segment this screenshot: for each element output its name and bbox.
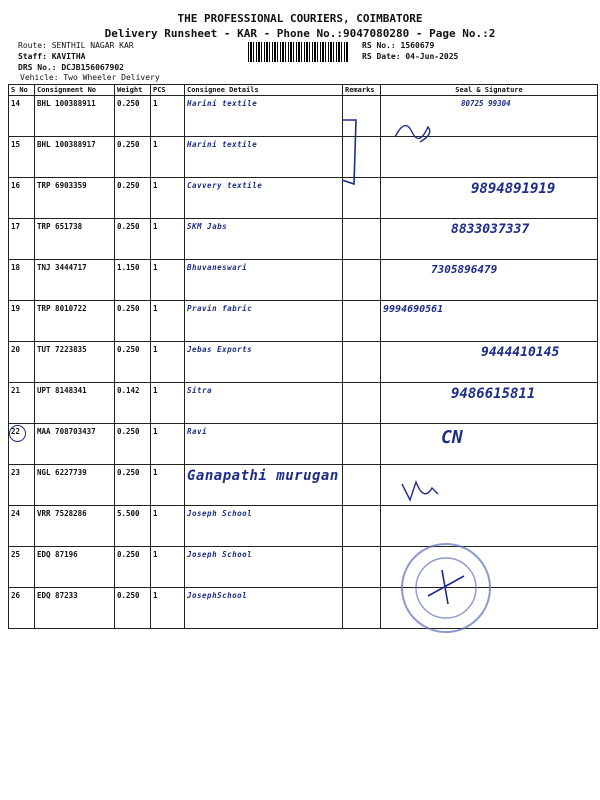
weight: 1.150 bbox=[115, 260, 151, 301]
signature: 9486615811 bbox=[381, 383, 598, 424]
consignee: Ganapathi murugan bbox=[185, 465, 343, 506]
signature: CN bbox=[381, 424, 598, 465]
school-seal-stamp bbox=[398, 540, 494, 636]
table-row bbox=[9, 301, 598, 342]
table-row bbox=[9, 383, 598, 424]
sno: 18 bbox=[9, 260, 35, 301]
consignee: Joseph School bbox=[185, 547, 343, 588]
pcs: 1 bbox=[151, 260, 185, 301]
pcs: 1 bbox=[151, 506, 185, 547]
consignee: Harini textile bbox=[185, 96, 343, 137]
consignee: SKM Jabs bbox=[185, 219, 343, 260]
sno: 19 bbox=[9, 301, 35, 342]
staff-value: KAVITHA bbox=[51, 52, 86, 61]
weight: 0.250 bbox=[115, 137, 151, 178]
weight: 0.250 bbox=[115, 424, 151, 465]
consignment-no: TRP 651738 bbox=[35, 219, 115, 260]
signature: 9894891919 bbox=[381, 178, 598, 219]
table-header bbox=[9, 85, 598, 96]
table-row bbox=[9, 547, 598, 588]
sno: 15 bbox=[9, 137, 35, 178]
weight: 0.142 bbox=[115, 383, 151, 424]
consignee: Jebas Exports bbox=[185, 342, 343, 383]
consignee: Sitra bbox=[185, 383, 343, 424]
weight: 0.250 bbox=[115, 465, 151, 506]
sno: 20 bbox=[9, 342, 35, 383]
sno: 26 bbox=[9, 588, 35, 629]
consignee: Ravi bbox=[185, 424, 343, 465]
table-row bbox=[9, 342, 598, 383]
consignment-no: EDQ 87233 bbox=[35, 588, 115, 629]
remarks bbox=[343, 465, 381, 506]
weight: 0.250 bbox=[115, 178, 151, 219]
consignment-no: TRP 8010722 bbox=[35, 301, 115, 342]
remarks bbox=[343, 588, 381, 629]
consignee: Bhuvaneswari bbox=[185, 260, 343, 301]
staff-line bbox=[18, 51, 85, 62]
remarks bbox=[343, 342, 381, 383]
rs-no-value: 1560679 bbox=[400, 41, 435, 50]
table-row bbox=[9, 588, 598, 629]
pcs: 1 bbox=[151, 465, 185, 506]
drs-value: DCJB156067902 bbox=[61, 63, 124, 72]
table-row bbox=[9, 465, 598, 506]
remarks bbox=[343, 219, 381, 260]
rs-date-label: RS Date: bbox=[362, 52, 401, 61]
consignment-no: TNJ 3444717 bbox=[35, 260, 115, 301]
consignee: Pravin fabric bbox=[185, 301, 343, 342]
pcs: 1 bbox=[151, 96, 185, 137]
runsheet-table bbox=[8, 84, 598, 629]
rs-date-value: 04-Jun-2025 bbox=[405, 52, 459, 61]
sno: 25 bbox=[9, 547, 35, 588]
pcs: 1 bbox=[151, 424, 185, 465]
col-sno: S No bbox=[9, 85, 35, 96]
signature: 9994690561 bbox=[381, 301, 598, 342]
route-value: SENTHIL NAGAR KAR bbox=[51, 41, 134, 50]
table-row bbox=[9, 424, 598, 465]
sno: 23 bbox=[9, 465, 35, 506]
table-row bbox=[9, 96, 598, 137]
consignment-no: TUT 7223835 bbox=[35, 342, 115, 383]
table-row bbox=[9, 506, 598, 547]
weight: 0.250 bbox=[115, 342, 151, 383]
drs-label: DRS No.: bbox=[18, 63, 57, 72]
consignment-no: TRP 6903359 bbox=[35, 178, 115, 219]
col-signature: Seal & Signature bbox=[381, 85, 598, 96]
remarks bbox=[343, 260, 381, 301]
weight: 0.250 bbox=[115, 219, 151, 260]
staff-label: Staff: bbox=[18, 52, 47, 61]
remarks bbox=[343, 506, 381, 547]
weight: 0.250 bbox=[115, 96, 151, 137]
consignment-no: BHL 100388917 bbox=[35, 137, 115, 178]
signature: 8833037337 bbox=[381, 219, 598, 260]
table-body bbox=[9, 96, 598, 629]
consignee: JosephSchool bbox=[185, 588, 343, 629]
col-pcs: PCS bbox=[151, 85, 185, 96]
remarks-bracket-mark bbox=[338, 118, 360, 188]
consignment-no: BHL 100388911 bbox=[35, 96, 115, 137]
consignment-no: NGL 6227739 bbox=[35, 465, 115, 506]
weight: 0.250 bbox=[115, 547, 151, 588]
sno: 21 bbox=[9, 383, 35, 424]
route-line bbox=[18, 40, 134, 51]
pcs: 1 bbox=[151, 588, 185, 629]
signature: 9444410145 bbox=[381, 342, 598, 383]
remarks bbox=[343, 301, 381, 342]
weight: 0.250 bbox=[115, 588, 151, 629]
signature: 80725 99304 bbox=[381, 96, 598, 137]
signature-scribble bbox=[390, 112, 440, 152]
table-row bbox=[9, 137, 598, 178]
vehicle-label: Vehicle: bbox=[20, 73, 59, 82]
vehicle-value: Two Wheeler Delivery bbox=[63, 73, 160, 82]
route-label: Route: bbox=[18, 41, 47, 50]
pcs: 1 bbox=[151, 219, 185, 260]
pcs: 1 bbox=[151, 342, 185, 383]
consignment-no: MAA 708703437 bbox=[35, 424, 115, 465]
consignment-no: VRR 7528286 bbox=[35, 506, 115, 547]
sno: 17 bbox=[9, 219, 35, 260]
pcs: 1 bbox=[151, 301, 185, 342]
col-weight: Weight bbox=[115, 85, 151, 96]
sno: 14 bbox=[9, 96, 35, 137]
weight: 5.500 bbox=[115, 506, 151, 547]
row-22-circle-mark bbox=[9, 425, 26, 442]
runsheet-subtitle: Delivery Runsheet - KAR - Phone No.:9047080280 - Page No.:2 bbox=[104, 27, 496, 40]
barcode bbox=[248, 42, 348, 62]
pcs: 1 bbox=[151, 137, 185, 178]
pcs: 1 bbox=[151, 547, 185, 588]
consignment-no: EDQ 87196 bbox=[35, 547, 115, 588]
rs-date-line bbox=[362, 51, 458, 62]
signature: 7305896479 bbox=[381, 260, 598, 301]
remarks bbox=[343, 424, 381, 465]
consignee: Harini textile bbox=[185, 137, 343, 178]
table-row bbox=[9, 219, 598, 260]
table-row bbox=[9, 178, 598, 219]
col-consignment: Consignment No bbox=[35, 85, 115, 96]
signature-scribble bbox=[398, 474, 442, 506]
table-row bbox=[9, 260, 598, 301]
company-title: THE PROFESSIONAL COURIERS, COIMBATORE bbox=[177, 12, 423, 25]
weight: 0.250 bbox=[115, 301, 151, 342]
sno: 22 bbox=[9, 424, 35, 465]
consignee: Cavvery textile bbox=[185, 178, 343, 219]
consignment-no: UPT 8148341 bbox=[35, 383, 115, 424]
col-remarks: Remarks bbox=[343, 85, 381, 96]
sno: 16 bbox=[9, 178, 35, 219]
col-consignee: Consignee Details bbox=[185, 85, 343, 96]
consignee: Joseph School bbox=[185, 506, 343, 547]
rs-no-line bbox=[362, 40, 434, 51]
sno: 24 bbox=[9, 506, 35, 547]
vehicle-line bbox=[20, 72, 160, 83]
remarks bbox=[343, 547, 381, 588]
pcs: 1 bbox=[151, 383, 185, 424]
remarks bbox=[343, 383, 381, 424]
pcs: 1 bbox=[151, 178, 185, 219]
rs-no-label: RS No.: bbox=[362, 41, 396, 50]
